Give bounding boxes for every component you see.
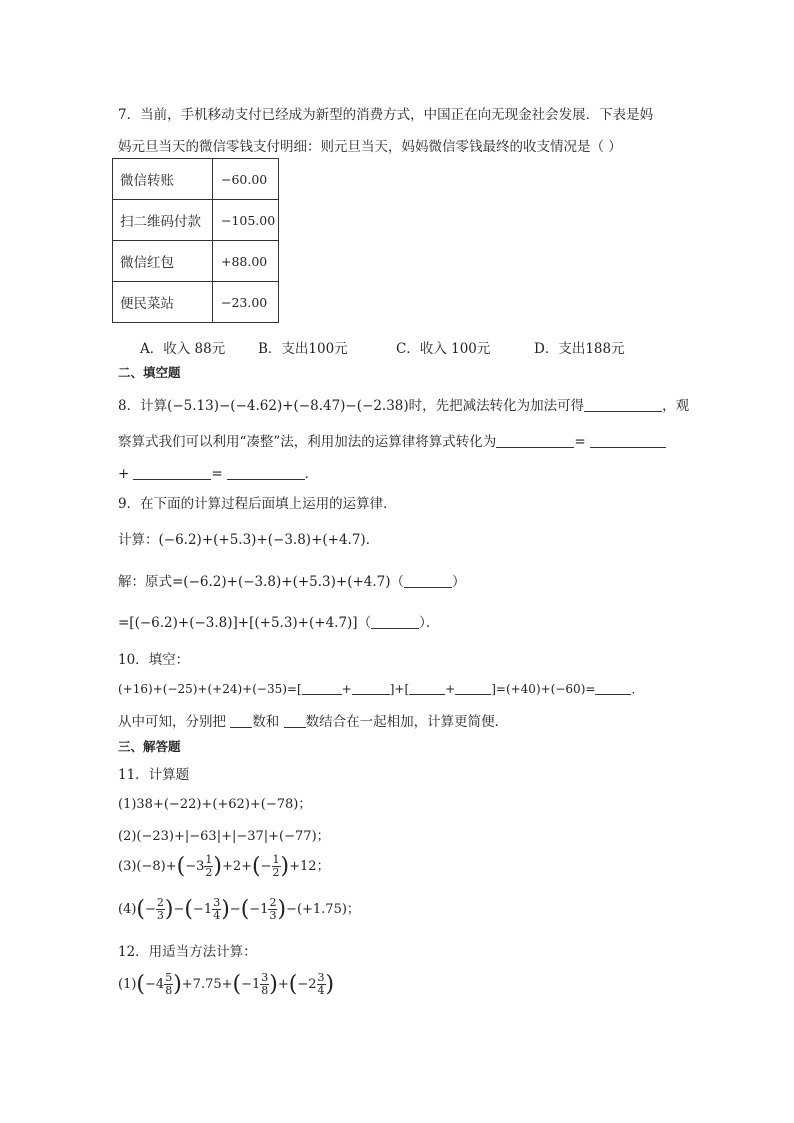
expr-part: +2+ <box>221 859 253 874</box>
paren: ) <box>269 972 278 997</box>
q8-tail: ，观 <box>662 398 690 414</box>
denominator: 3 <box>269 909 277 922</box>
equals-sign: = <box>211 466 223 482</box>
table-cell-value: −105.00 <box>213 200 279 241</box>
option-c[interactable]: C．收入 100元 <box>396 341 491 357</box>
expr-part: +7.75+ <box>181 977 233 992</box>
paren: ( <box>252 854 261 879</box>
q9-solution-step2 <box>118 611 439 631</box>
q10-expression <box>118 680 643 697</box>
paren: ( <box>240 897 250 922</box>
table-cell-label: 便民菜站 <box>113 282 213 323</box>
expr-part: −2 <box>297 977 317 992</box>
q9-calc-expression: (−6.2)+(+5.3)+(−3.8)+(+4.7)． <box>158 532 380 548</box>
q8-expression: (−5.13)−(−4.62)+(−8.47)−(−2.38) <box>167 398 409 414</box>
paren: ( <box>288 972 298 997</box>
q11-part3 <box>118 850 330 884</box>
q7-line2: 妈元旦当天的微信零钱支付明细：则元旦当天，妈妈微信零钱最终的收支情况是（ ） <box>118 139 622 155</box>
paren: ) <box>213 854 222 879</box>
q11-part1: (1)38+(−22)+(+62)+(−78)； <box>118 797 312 812</box>
expr-part: −1 <box>241 977 261 992</box>
q10-text-c: 数结合在一起相加，计算更简便． <box>305 714 509 730</box>
answer-blank[interactable] <box>352 680 390 695</box>
answer-blank[interactable] <box>302 680 342 695</box>
numerator: 1 <box>272 853 280 866</box>
option-d[interactable]: D．支出188元 <box>534 341 625 357</box>
q10-title: 10．填空： <box>118 652 190 668</box>
table-cell-value: +88.00 <box>213 241 279 282</box>
paren: ( <box>176 854 186 879</box>
section-heading-solve: 三、解答题 <box>118 739 181 754</box>
fraction <box>212 897 221 922</box>
paren: ) <box>221 897 230 922</box>
denominator: 4 <box>317 984 325 997</box>
paren: ) <box>164 897 174 922</box>
paren: ( <box>136 897 146 922</box>
answer-blank[interactable] <box>404 573 452 588</box>
answer-blank[interactable] <box>284 713 306 728</box>
expr-part: −3 <box>185 859 205 874</box>
paren: （ <box>357 615 372 631</box>
q9-step2-expression: =[(−6.2)+(−3.8)]+[(+5.3)+(+4.7)] <box>118 615 358 631</box>
answer-blank[interactable] <box>590 433 666 448</box>
period: ． <box>304 466 319 482</box>
expr-part: − <box>173 902 185 917</box>
answer-blank[interactable] <box>230 713 252 728</box>
expr-part: − <box>260 859 272 874</box>
expr-part: +12； <box>289 859 330 874</box>
answer-blank[interactable] <box>584 397 662 412</box>
answer-blank[interactable] <box>371 614 419 629</box>
equals-sign: = <box>574 434 586 450</box>
expr-part: (4) <box>118 902 137 917</box>
numerator: 3 <box>317 971 325 984</box>
q10-text-a: 从中可知，分别把 <box>118 714 231 730</box>
q11-title: 11．计算题 <box>118 767 190 783</box>
fraction <box>260 972 269 997</box>
numerator: 3 <box>261 971 269 984</box>
table-row <box>113 282 279 323</box>
fraction <box>156 897 165 922</box>
table-cell-label: 微信红包 <box>113 241 213 282</box>
payment-table <box>112 158 279 323</box>
q10-expr-start: (+16)+(−25)+(+24)+(−35)=[ <box>118 682 302 696</box>
q9-solution-step1 <box>118 570 466 590</box>
period: ． <box>631 682 644 696</box>
denominator: 8 <box>261 984 269 997</box>
table-row <box>113 200 279 241</box>
q9-solution-expression: =(−6.2)+(−3.8)+(+5.3)+(+4.7) <box>172 574 391 590</box>
denominator: 2 <box>205 866 213 879</box>
denominator: 2 <box>272 866 280 879</box>
paren: ( <box>232 972 242 997</box>
numerator: 2 <box>269 896 277 909</box>
q10-expr-end: ]=(+40)+(−60)= <box>491 682 596 696</box>
table-cell-value: −60.00 <box>213 159 279 200</box>
expr-part: −1 <box>249 902 269 917</box>
answer-blank[interactable] <box>455 680 491 695</box>
numerator: 2 <box>156 896 164 909</box>
denominator: 8 <box>165 984 173 997</box>
table-cell-label: 微信转账 <box>113 159 213 200</box>
expr-part: − <box>145 902 156 917</box>
plus-sign: + <box>445 682 456 696</box>
paren: ( <box>184 897 194 922</box>
paren: ）． <box>419 615 440 631</box>
table-cell-value: −23.00 <box>213 282 279 323</box>
plus-sign: + <box>118 466 130 482</box>
answer-blank[interactable] <box>496 433 574 448</box>
answer-blank[interactable] <box>227 465 305 480</box>
q8-line1 <box>118 394 689 414</box>
table-row <box>113 241 279 282</box>
fraction <box>272 854 281 879</box>
table-row <box>113 159 279 200</box>
q11-part2: (2)(−23)+|−63|+|−37|+(−77)； <box>118 829 330 844</box>
answer-blank[interactable] <box>595 680 631 695</box>
expr-part: + <box>277 977 289 992</box>
fraction <box>164 972 173 997</box>
answer-blank[interactable] <box>409 680 445 695</box>
section-heading-fill-blank: 二、填空题 <box>118 365 181 380</box>
answer-blank[interactable] <box>133 465 211 480</box>
expr-part: (1) <box>118 977 137 992</box>
q7-options <box>140 337 625 357</box>
q12-part1 <box>118 968 334 1002</box>
q9-title: 9．在下面的计算过程后面填上运用的运算律． <box>118 496 397 512</box>
expr-part: −4 <box>145 977 165 992</box>
q8-prefix: 8．计算 <box>118 398 168 414</box>
q7-line1: 7．当前，手机移动支付已经成为新型的消费方式，中国正在向无现金社会发展．下表是妈 <box>118 107 654 123</box>
q8-line3 <box>118 462 318 482</box>
expr-part: − <box>229 902 241 917</box>
denominator: 4 <box>213 909 221 922</box>
numerator: 1 <box>205 853 213 866</box>
table-cell-label: 扫二维码付款 <box>113 200 213 241</box>
denominator: 3 <box>156 909 164 922</box>
q8-line2-text: 察算式我们可以利用“凑整”法，利用加法的运算律将算式转化为 <box>118 434 497 450</box>
paren: ) <box>280 854 290 879</box>
expr-part: −(+1.75)； <box>286 902 360 917</box>
numerator: 3 <box>213 896 221 909</box>
q8-line2 <box>118 430 666 450</box>
paren: ( <box>136 972 146 997</box>
q11-part4 <box>118 893 360 927</box>
paren: ) <box>277 897 287 922</box>
option-a[interactable]: A．收入 88元 <box>140 341 226 357</box>
paren: ) <box>325 972 335 997</box>
paren: ） <box>452 574 466 590</box>
q10-line2 <box>118 710 508 730</box>
fraction <box>317 972 326 997</box>
q9-calc <box>118 528 379 548</box>
q9-calc-label: 计算： <box>118 532 159 548</box>
paren: （ <box>390 574 405 590</box>
q8-mid: 时，先把减法转化为加法可得 <box>408 398 585 414</box>
plus-sign: + <box>341 682 352 696</box>
expr-part: (3)(−8)+ <box>118 859 177 874</box>
bracket: ]+[ <box>389 682 410 696</box>
q9-solution-label: 解：原式 <box>118 574 172 590</box>
expr-part: −1 <box>193 902 213 917</box>
paren: ) <box>173 972 182 997</box>
q10-text-b: 数和 <box>252 714 284 730</box>
numerator: 5 <box>165 971 173 984</box>
q12-title: 12．用适当方法计算： <box>118 944 257 960</box>
option-b[interactable]: B．支出100元 <box>258 341 348 357</box>
